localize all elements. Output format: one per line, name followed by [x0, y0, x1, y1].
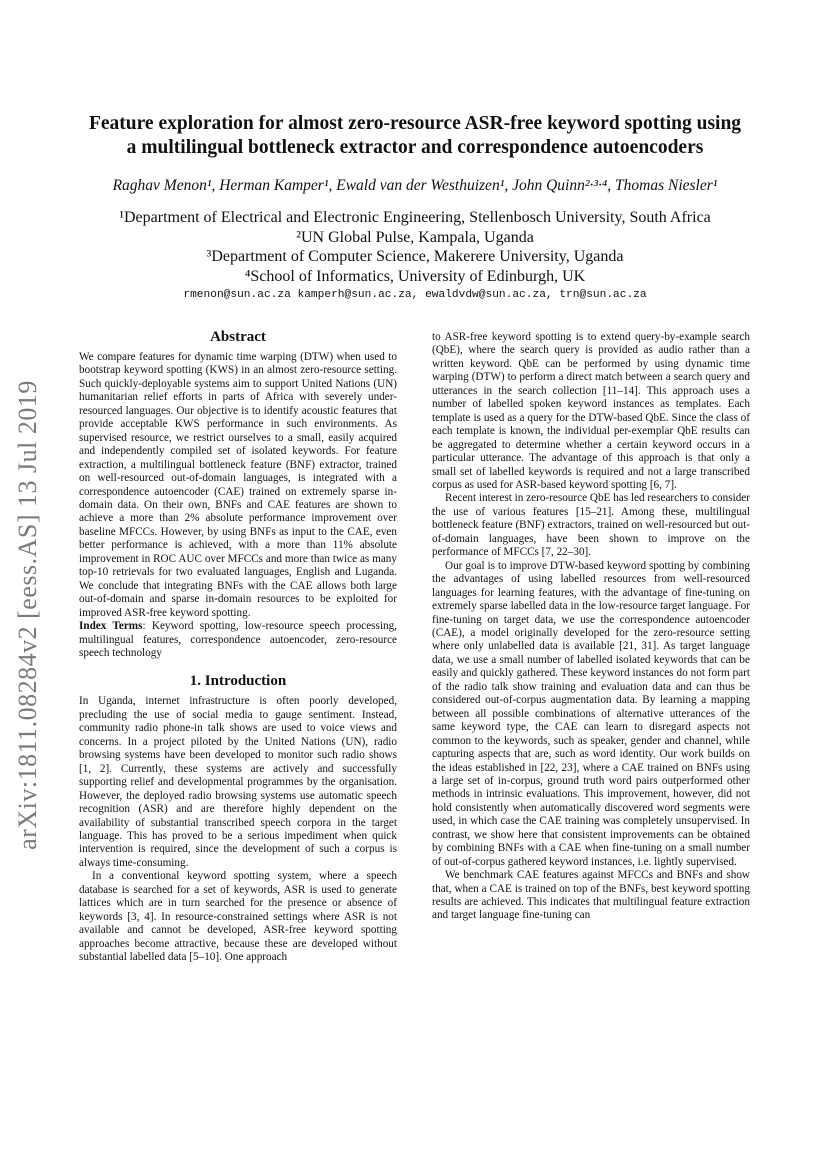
- right-paragraph-1: to ASR-free keyword spotting is to extend query-by-example search (QbE), where the search query is provided as audio rather than a written keyword. QbE can be performed by using dynamic time warping (DTW) to perform a direct match between a search query and utterances in the search collection [11–14]. This approach uses a number of labelled spoken keyword instances as templates. Each template is used as a query for the DTW-based QbE. Since the class of each template is known, the individual per-exemplar QbE results can be aggregated to determine whether a certain keyword occurs in a particular utterance. The advantage of this approach is that only a small set of labelled keywords is required and not a large transcribed corpus as used for ASR-based keyword spotting [6, 7].: [432, 331, 750, 491]
- abstract-text: We compare features for dynamic time warping (DTW) when used to bootstrap keyword spotting (KWS) in an almost zero-resource setting. Such quickly-deployable systems aim to support United Nations (UN) humanitarian relief efforts in parts of Africa with severely under-resourced languages. Our objective is to identify acoustic features that provide acceptable KWS performance in such environments. As supervised resource, we restrict ourselves to a small, easily acquired and independently compiled set of isolated keywords. For feature extraction, a multilingual bottleneck feature (BNF) extractor, trained on well-resourced out-of-domain languages, is integrated with a correspondence autoencoder (CAE) trained on extremely sparse in-domain data. On their own, BNFs and CAE features are shown to achieve a more than 2% absolute performance improvement over baseline MFCCs. However, by using BNFs as input to the CAE, even better performance is achieved, with a more than 11% absolute improvement in ROC AUC over MFCCs and more than twice as many top-10 retrievals for two evaluated languages, English and Luganda. We conclude that integrating BNFs with the CAE allows both large out-of-domain and sparse in-domain resources to be exploited for improved ASR-free keyword spotting.: [79, 351, 397, 619]
- affiliation-4: ⁴School of Informatics, University of Edinburgh, UK: [244, 267, 586, 285]
- affiliation-3: ³Department of Computer Science, Makerere University, Uganda: [206, 248, 624, 265]
- introduction-heading: 1. Introduction: [189, 673, 287, 690]
- left-column: [79, 328, 397, 964]
- index-terms-text: : Keyword spotting, low-resource speech processing, multilingual features, correspondence autoencoder, zero-resource speech technology: [79, 620, 397, 659]
- right-paragraph-2: Recent interest in zero-resource QbE has led researchers to consider the use of various features [15–21]. Among these, multilingual bottleneck feature (BNF) extractors, trained on well-resourced but out-of-domain languages, have been shown to improve on the performance of MFCCs [7, 22–30].: [432, 492, 750, 559]
- index-terms-label: Index Terms: [79, 620, 143, 633]
- intro-paragraph-2: In a conventional keyword spotting system, where a speech database is searched for a set of keywords, ASR is used to generate lattices which are in turn searched for the presence or absence of keywords [3, 4]. In resource-constrained settings where ASR is not available and cannot be developed, ASR-free keyword spotting approaches become attractive, because these are developed without substantial labelled data [5–10]. One approach: [79, 870, 397, 964]
- paper-title: [70, 112, 760, 160]
- title-line-2: a multilingual bottleneck extractor and correspondence autoencoders: [126, 137, 704, 158]
- arxiv-identifier: [8, 330, 48, 900]
- title-line-1: Feature exploration for almost zero-resource ASR-free keyword spotting using: [88, 113, 742, 134]
- right-paragraph-3: Our goal is to improve DTW-based keyword spotting by combining the advantages of using labelled resources from well-resourced languages for learning features, with the advantage of fine-tuning on extremely sparse labelled data in the low-resource target language. For fine-tuning on target data, we use the correspondence autoencoder (CAE), a model originally developed for the zero-resource setting where only unlabelled data is available [21, 31]. As target language data, we use a small number of labelled isolated keywords that can be easily and quickly gathered. These keyword instances do not form part of the radio talk show training and evaluation data and can thus be considered out-of-corpus augmentation data. By learning a mapping between all possible combinations of alternative utterances of the same keyword type, the CAE can learn to disregard aspects not common to the keywords, such as speaker, gender and channel, while capturing aspects that are, such as word identity. Our work builds on the ideas established in [22, 23], where a CAE trained on BNFs using a large set of in-corpus, ground truth word pairs outperformed other methods in intrinsic evaluations. This improvement, however, did not hold consistently when automatically discovered word segments were used, in which case the CAE training was completely unsupervised. In contrast, we show here that consistent improvements can be obtained by combining BNFs with a CAE when fine-tuning on a small number of out-of-corpus gathered keyword instances, i.e. lightly supervised.: [432, 559, 750, 868]
- affiliation-1: ¹Department of Electrical and Electronic Engineering, Stellenbosch University, South Africa: [119, 209, 711, 226]
- right-paragraph-4: We benchmark CAE features against MFCCs and BNFs and show that, when a CAE is trained on top of the BNFs, best keyword spotting results are achieved. This indicates that multilingual feature extraction and target language fine-tuning can: [432, 869, 750, 922]
- right-column: [432, 331, 750, 923]
- abstract-heading: Abstract: [210, 329, 266, 345]
- affiliation-2: ²UN Global Pulse, Kampala, Uganda: [296, 228, 534, 246]
- arxiv-identifier-text: arXiv:1811.08284v2 [eess.AS] 13 Jul 2019: [13, 380, 43, 850]
- affiliation-list: [60, 208, 770, 286]
- intro-paragraph-1: In Uganda, internet infrastructure is often poorly developed, precluding the use of social media to gauge sentiment. Instead, community radio phone-in talk shows are used to voice views and concerns. In a project piloted by the United Nations (UN), radio browsing systems have been developed to monitor such radio shows [1, 2]. Currently, these systems are actively and successfully supporting relief and developmental programmes by the organisation. However, the deployed radio browsing systems use automatic speech recognition (ASR) and are therefore highly dependent on the availability of substantial transcribed speech corpora in the target language. This has proved to be a serious impediment when quick intervention is required, since the development of such a corpus is always time-consuming.: [79, 695, 397, 869]
- author-list: Raghav Menon¹, Herman Kamper¹, Ewald van der Westhuizen¹, John Quinn²·³·⁴, Thomas Niesler¹: [112, 177, 718, 194]
- author-emails: rmenon@sun.ac.za kamperh@sun.ac.za, ewaldvdw@sun.ac.za, trn@sun.ac.za: [183, 289, 647, 301]
- index-terms: [79, 620, 397, 660]
